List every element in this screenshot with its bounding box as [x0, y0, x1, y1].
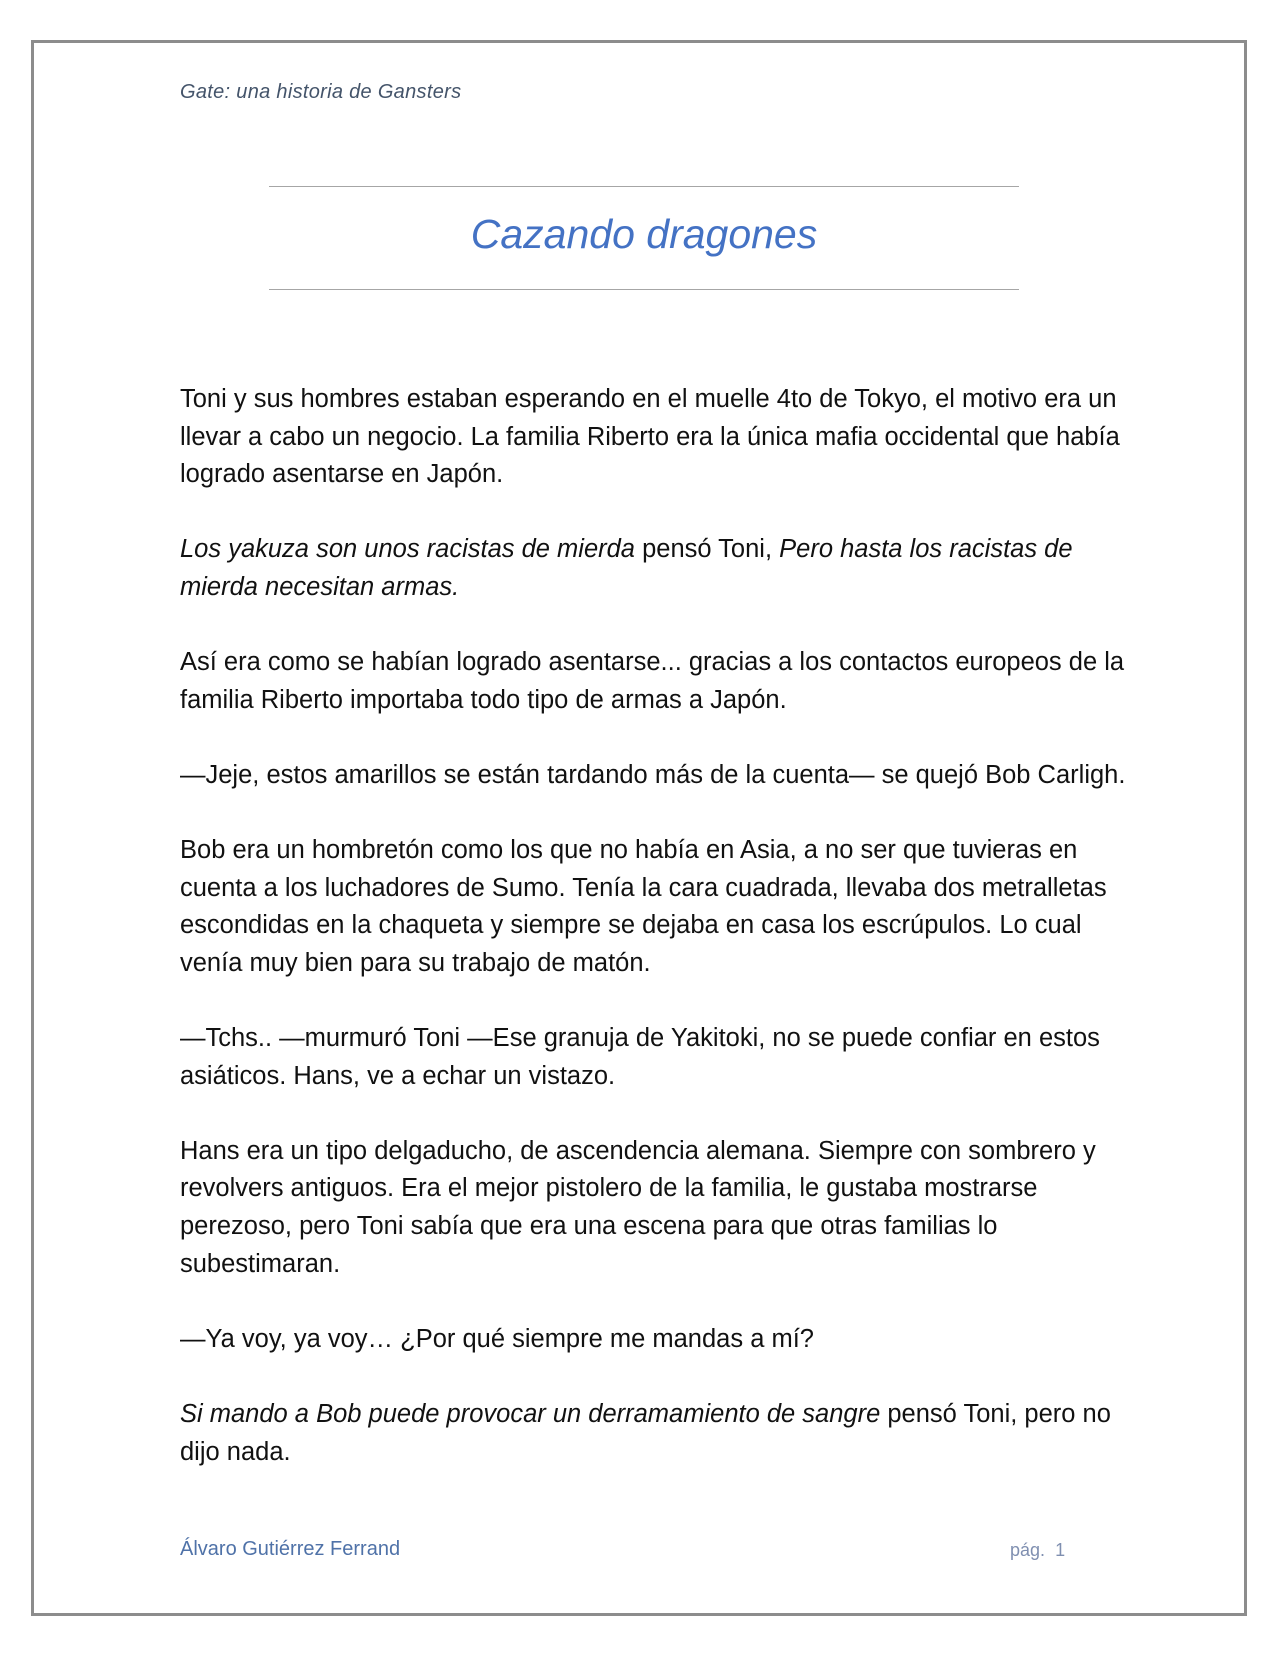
chapter-title: Cazando dragones	[470, 211, 818, 257]
running-header: Gate: una historia de Gansters	[180, 81, 462, 103]
page-number: 1	[1055, 1540, 1066, 1560]
paragraph	[180, 1396, 1140, 1471]
title-rule-top	[269, 186, 1019, 187]
italic-thought: Los yakuza son unos racistas de mierda	[180, 535, 635, 564]
paragraph-text: —Jeje, estos amarillos se están tardando más de la cuenta— se quejó Bob Carligh.	[180, 760, 1126, 789]
paragraph	[180, 1020, 1140, 1095]
page-label: pág.	[1010, 1540, 1046, 1560]
paragraph-text: pensó Toni, pero no dijo nada.	[180, 1400, 1111, 1466]
paragraph-text: Así era como se habían logrado asentarse... gracias a los contactos europeos de la familia Riberto importaba todo tipo de armas a Japón.	[180, 648, 1125, 714]
italic-thought: Pero hasta los racistas de mierda necesitan armas.	[180, 535, 1073, 601]
paragraph	[180, 381, 1140, 494]
document-page	[31, 40, 1247, 1616]
paragraph	[180, 1321, 1140, 1359]
paragraph	[180, 832, 1140, 982]
body-text	[180, 381, 1140, 1471]
footer-page-number	[1010, 1540, 1065, 1561]
paragraph	[180, 1133, 1140, 1283]
footer-author: Álvaro Gutiérrez Ferrand	[180, 1538, 401, 1560]
paragraph	[180, 757, 1140, 795]
title-rule-bottom	[269, 289, 1019, 290]
paragraph-text: Toni y sus hombres estaban esperando en el muelle 4to de Tokyo, el motivo era un llevar a cabo un negocio. La familia Riberto era la única mafia occidental que había logrado asentarse en Japón.	[180, 385, 1120, 489]
paragraph-text: pensó Toni,	[635, 535, 780, 564]
paragraph	[180, 531, 1140, 606]
paragraph-text: Bob era un hombretón como los que no había en Asia, a no ser que tuvieras en cuenta a los luchadores de Sumo. Tenía la cara cuadrada, llevaba dos metralletas escondidas en la chaqueta y siempre se dejaba en casa los escrúpulos. Lo cual venía muy bien para su trabajo de matón.	[180, 836, 1107, 977]
paragraph-text: Hans era un tipo delgaducho, de ascendencia alemana. Siempre con sombrero y revolvers antiguos. Era el mejor pistolero de la familia, le gustaba mostrarse perezoso, pero Toni sabía que era una escena para que otras familias lo subestimaran.	[180, 1136, 1096, 1278]
paragraph-text: —Tchs.. —murmuró Toni —Ese granuja de Yakitoki, no se puede confiar en estos asiáticos. Hans, ve a echar un vistazo.	[180, 1024, 1100, 1090]
paragraph	[180, 644, 1140, 719]
italic-thought: Si mando a Bob puede provocar un derramamiento de sangre	[180, 1400, 881, 1429]
paragraph-text: —Ya voy, ya voy… ¿Por qué siempre me mandas a mí?	[180, 1324, 814, 1353]
